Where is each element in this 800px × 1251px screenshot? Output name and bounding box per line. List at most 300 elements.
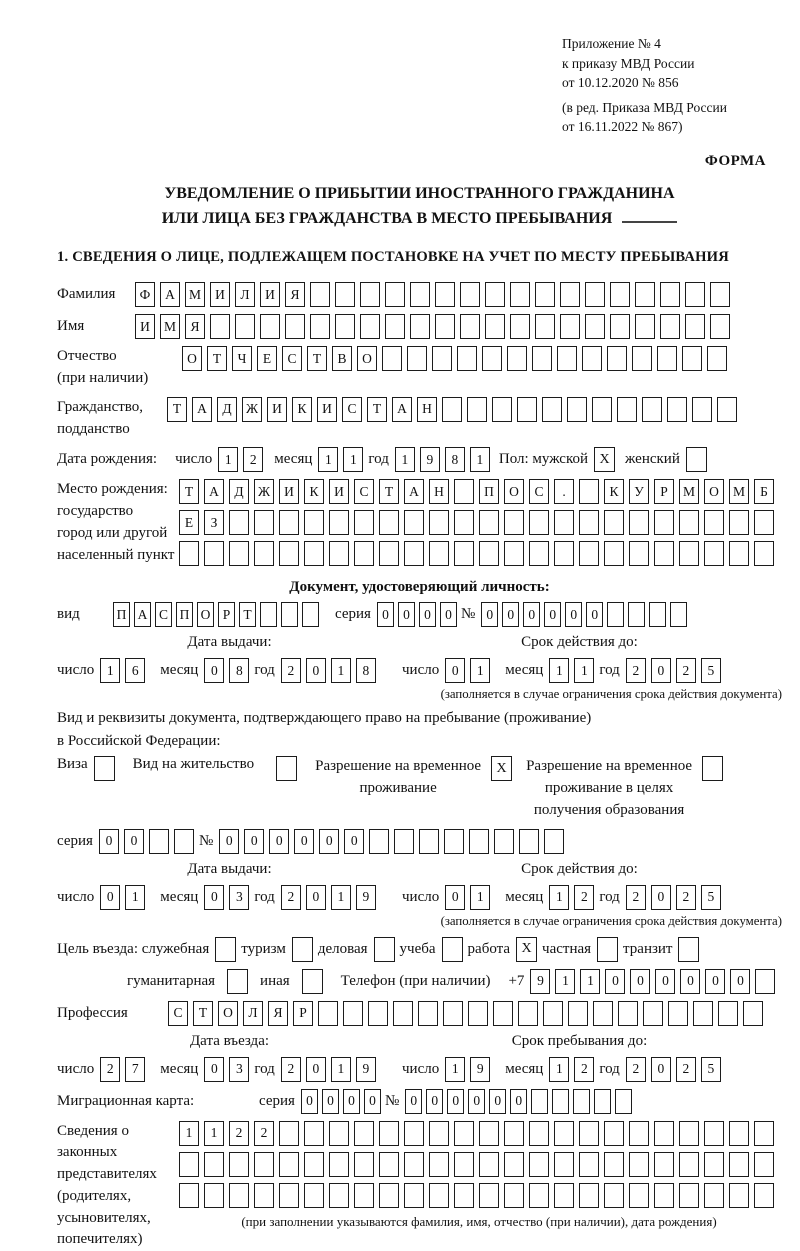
permit-number-cells-2[interactable]: 0 xyxy=(269,829,289,854)
representatives-row2-cells-7[interactable] xyxy=(354,1152,374,1177)
doc-number-cells-6[interactable] xyxy=(607,602,624,627)
patronymic-cells-17[interactable] xyxy=(607,346,627,371)
profession-cells-11[interactable] xyxy=(443,1001,463,1026)
representatives-row3-cells-23[interactable] xyxy=(754,1183,774,1208)
permit-valid-year-cells-2[interactable]: 2 xyxy=(676,885,696,910)
permit-valid-month-cells-0[interactable]: 1 xyxy=(549,885,569,910)
permit-issue-year-cells-3[interactable]: 9 xyxy=(356,885,376,910)
phone-cells-4[interactable]: 0 xyxy=(630,969,650,994)
doc-number-cells-5[interactable]: 0 xyxy=(586,602,603,627)
doc-type-cells-5[interactable]: Р xyxy=(218,602,235,627)
doc-valid-year-cells-0[interactable]: 2 xyxy=(626,658,646,683)
representatives-row3-cells-19[interactable] xyxy=(654,1183,674,1208)
profession-cells-1[interactable]: Т xyxy=(193,1001,213,1026)
representatives-row1-cells-6[interactable] xyxy=(329,1121,349,1146)
permit-number-cells-5[interactable]: 0 xyxy=(344,829,364,854)
doc-valid-day-cells-1[interactable]: 1 xyxy=(470,658,490,683)
birth-place-row1-cells-13[interactable]: О xyxy=(504,479,524,504)
profession-cells-10[interactable] xyxy=(418,1001,438,1026)
birth-place-row2-cells-6[interactable] xyxy=(329,510,349,535)
migration-card-number-cells-2[interactable]: 0 xyxy=(447,1089,464,1114)
birth-place-row3-cells-10[interactable] xyxy=(429,541,449,566)
citizenship-cells-15[interactable] xyxy=(542,397,562,422)
citizenship-cells-20[interactable] xyxy=(667,397,687,422)
purpose-transit-checkbox[interactable] xyxy=(678,937,699,962)
profession-cells-4[interactable]: Я xyxy=(268,1001,288,1026)
given-name-cells-13[interactable] xyxy=(460,314,480,339)
representatives-row1-cells-11[interactable] xyxy=(454,1121,474,1146)
representatives-row2-cells-17[interactable] xyxy=(604,1152,624,1177)
migration-card-series-cells-0[interactable]: 0 xyxy=(301,1089,318,1114)
patronymic-cells-19[interactable] xyxy=(657,346,677,371)
representatives-row1-cells-10[interactable] xyxy=(429,1121,449,1146)
birth-place-row1-cells-2[interactable]: Д xyxy=(229,479,249,504)
representatives-row3-cells-0[interactable] xyxy=(179,1183,199,1208)
doc-series-cells-0[interactable]: 0 xyxy=(377,602,394,627)
representatives-row1-cells-2[interactable]: 2 xyxy=(229,1121,249,1146)
surname-cells-21[interactable] xyxy=(660,282,680,307)
birth-place-row2-cells-17[interactable] xyxy=(604,510,624,535)
given-name-cells-11[interactable] xyxy=(410,314,430,339)
patronymic-cells-7[interactable]: О xyxy=(357,346,377,371)
representatives-row1-cells-0[interactable]: 1 xyxy=(179,1121,199,1146)
purpose-official-checkbox[interactable] xyxy=(215,937,236,962)
birth-place-row3-cells-12[interactable] xyxy=(479,541,499,566)
given-name-cells-18[interactable] xyxy=(585,314,605,339)
birth-place-row3-cells-16[interactable] xyxy=(579,541,599,566)
surname-cells-2[interactable]: М xyxy=(185,282,205,307)
entry-year-cells-2[interactable]: 1 xyxy=(331,1057,351,1082)
representatives-row2-cells-14[interactable] xyxy=(529,1152,549,1177)
representatives-row2-cells-18[interactable] xyxy=(629,1152,649,1177)
permit-issue-year-cells-2[interactable]: 1 xyxy=(331,885,351,910)
representatives-row3-cells-17[interactable] xyxy=(604,1183,624,1208)
surname-cells-20[interactable] xyxy=(635,282,655,307)
citizenship-cells-9[interactable]: А xyxy=(392,397,412,422)
citizenship-cells-18[interactable] xyxy=(617,397,637,422)
migration-card-number-cells-5[interactable]: 0 xyxy=(510,1089,527,1114)
doc-valid-year-cells-2[interactable]: 2 xyxy=(676,658,696,683)
birth-place-row3-cells-3[interactable] xyxy=(254,541,274,566)
migration-card-series-cells-2[interactable]: 0 xyxy=(343,1089,360,1114)
representatives-row3-cells-10[interactable] xyxy=(429,1183,449,1208)
surname-cells-18[interactable] xyxy=(585,282,605,307)
representatives-row1-cells-18[interactable] xyxy=(629,1121,649,1146)
stay-year-cells-1[interactable]: 0 xyxy=(651,1057,671,1082)
surname-cells-22[interactable] xyxy=(685,282,705,307)
citizenship-cells-1[interactable]: А xyxy=(192,397,212,422)
birth-place-row1-cells-6[interactable]: И xyxy=(329,479,349,504)
doc-type-cells-6[interactable]: Т xyxy=(239,602,256,627)
profession-cells-7[interactable] xyxy=(343,1001,363,1026)
given-name-cells-10[interactable] xyxy=(385,314,405,339)
birth-place-row2-cells-5[interactable] xyxy=(304,510,324,535)
representatives-row3-cells-3[interactable] xyxy=(254,1183,274,1208)
birth-place-row3-cells-2[interactable] xyxy=(229,541,249,566)
permit-number-cells-1[interactable]: 0 xyxy=(244,829,264,854)
birth-place-row1-cells-14[interactable]: С xyxy=(529,479,549,504)
patronymic-cells-11[interactable] xyxy=(457,346,477,371)
given-name-cells-20[interactable] xyxy=(635,314,655,339)
given-name-cells-15[interactable] xyxy=(510,314,530,339)
doc-type-cells-4[interactable]: О xyxy=(197,602,214,627)
migration-card-number-cells-10[interactable] xyxy=(615,1089,632,1114)
patronymic-cells-4[interactable]: С xyxy=(282,346,302,371)
given-name-cells-17[interactable] xyxy=(560,314,580,339)
permit-number-cells-7[interactable] xyxy=(394,829,414,854)
representatives-row1-cells-4[interactable] xyxy=(279,1121,299,1146)
profession-cells-22[interactable] xyxy=(718,1001,738,1026)
citizenship-cells-13[interactable] xyxy=(492,397,512,422)
patronymic-cells-0[interactable]: О xyxy=(182,346,202,371)
birth-place-row3-cells-19[interactable] xyxy=(654,541,674,566)
permit-series-cells-1[interactable]: 0 xyxy=(124,829,144,854)
patronymic-cells-13[interactable] xyxy=(507,346,527,371)
birth-place-row1-cells-4[interactable]: И xyxy=(279,479,299,504)
doc-type-cells-9[interactable] xyxy=(302,602,319,627)
profession-cells-17[interactable] xyxy=(593,1001,613,1026)
birth-year-cells-3[interactable]: 1 xyxy=(470,447,490,472)
surname-cells-8[interactable] xyxy=(335,282,355,307)
birth-place-row1-cells-19[interactable]: Р xyxy=(654,479,674,504)
doc-type-cells-7[interactable] xyxy=(260,602,277,627)
doc-issue-year-cells-2[interactable]: 1 xyxy=(331,658,351,683)
representatives-row2-cells-19[interactable] xyxy=(654,1152,674,1177)
profession-cells-8[interactable] xyxy=(368,1001,388,1026)
birth-place-row2-cells-9[interactable] xyxy=(404,510,424,535)
patronymic-cells-1[interactable]: Т xyxy=(207,346,227,371)
representatives-row1-cells-20[interactable] xyxy=(679,1121,699,1146)
permit-valid-year-cells-3[interactable]: 5 xyxy=(701,885,721,910)
patronymic-cells-20[interactable] xyxy=(682,346,702,371)
representatives-row3-cells-4[interactable] xyxy=(279,1183,299,1208)
stay-day-cells-0[interactable]: 1 xyxy=(445,1057,465,1082)
birth-place-row3-cells-7[interactable] xyxy=(354,541,374,566)
doc-number-cells-1[interactable]: 0 xyxy=(502,602,519,627)
birth-place-row1-cells-17[interactable]: К xyxy=(604,479,624,504)
migration-card-number-cells-1[interactable]: 0 xyxy=(426,1089,443,1114)
birth-place-row3-cells-20[interactable] xyxy=(679,541,699,566)
permit-valid-year-cells-0[interactable]: 2 xyxy=(626,885,646,910)
permit-number-cells-11[interactable] xyxy=(494,829,514,854)
birth-place-row1-cells-15[interactable]: . xyxy=(554,479,574,504)
doc-valid-year-cells-3[interactable]: 5 xyxy=(701,658,721,683)
representatives-row1-cells-14[interactable] xyxy=(529,1121,549,1146)
representatives-row1-cells-1[interactable]: 1 xyxy=(204,1121,224,1146)
visa-checkbox[interactable] xyxy=(94,756,115,781)
surname-cells-16[interactable] xyxy=(535,282,555,307)
patronymic-cells-18[interactable] xyxy=(632,346,652,371)
birth-place-row3-cells-1[interactable] xyxy=(204,541,224,566)
representatives-row2-cells-15[interactable] xyxy=(554,1152,574,1177)
phone-cells-0[interactable]: 9 xyxy=(530,969,550,994)
temp-residence-checkbox[interactable]: X xyxy=(491,756,512,781)
purpose-work-checkbox[interactable]: X xyxy=(516,937,537,962)
representatives-row1-cells-3[interactable]: 2 xyxy=(254,1121,274,1146)
doc-number-cells-7[interactable] xyxy=(628,602,645,627)
given-name-cells-22[interactable] xyxy=(685,314,705,339)
representatives-row2-cells-10[interactable] xyxy=(429,1152,449,1177)
representatives-row3-cells-15[interactable] xyxy=(554,1183,574,1208)
citizenship-cells-10[interactable]: Н xyxy=(417,397,437,422)
representatives-row1-cells-8[interactable] xyxy=(379,1121,399,1146)
citizenship-cells-22[interactable] xyxy=(717,397,737,422)
profession-cells-6[interactable] xyxy=(318,1001,338,1026)
birth-month-cells-1[interactable]: 1 xyxy=(343,447,363,472)
birth-place-row1-cells-0[interactable]: Т xyxy=(179,479,199,504)
birth-place-row3-cells-0[interactable] xyxy=(179,541,199,566)
given-name-cells-3[interactable] xyxy=(210,314,230,339)
representatives-row1-cells-5[interactable] xyxy=(304,1121,324,1146)
entry-month-cells-1[interactable]: 3 xyxy=(229,1057,249,1082)
permit-valid-day-cells-0[interactable]: 0 xyxy=(445,885,465,910)
birth-place-row2-cells-10[interactable] xyxy=(429,510,449,535)
doc-issue-day-cells-1[interactable]: 6 xyxy=(125,658,145,683)
citizenship-cells-14[interactable] xyxy=(517,397,537,422)
permit-issue-year-cells-0[interactable]: 2 xyxy=(281,885,301,910)
permit-series-cells-0[interactable]: 0 xyxy=(99,829,119,854)
representatives-row3-cells-14[interactable] xyxy=(529,1183,549,1208)
profession-cells-9[interactable] xyxy=(393,1001,413,1026)
birth-place-row2-cells-15[interactable] xyxy=(554,510,574,535)
birth-place-row2-cells-2[interactable] xyxy=(229,510,249,535)
given-name-cells-2[interactable]: Я xyxy=(185,314,205,339)
stay-year-cells-2[interactable]: 2 xyxy=(676,1057,696,1082)
permit-issue-year-cells-1[interactable]: 0 xyxy=(306,885,326,910)
migration-card-number-cells-6[interactable] xyxy=(531,1089,548,1114)
birth-place-row1-cells-18[interactable]: У xyxy=(629,479,649,504)
birth-place-row1-cells-5[interactable]: К xyxy=(304,479,324,504)
gender-male-checkbox[interactable]: X xyxy=(594,447,615,472)
permit-number-cells-9[interactable] xyxy=(444,829,464,854)
entry-month-cells-0[interactable]: 0 xyxy=(204,1057,224,1082)
representatives-row1-cells-23[interactable] xyxy=(754,1121,774,1146)
permit-series-cells-3[interactable] xyxy=(174,829,194,854)
permit-number-cells-0[interactable]: 0 xyxy=(219,829,239,854)
representatives-row3-cells-2[interactable] xyxy=(229,1183,249,1208)
doc-issue-month-cells-1[interactable]: 8 xyxy=(229,658,249,683)
birth-place-row3-cells-4[interactable] xyxy=(279,541,299,566)
doc-type-cells-1[interactable]: А xyxy=(134,602,151,627)
birth-place-row2-cells-7[interactable] xyxy=(354,510,374,535)
phone-cells-3[interactable]: 0 xyxy=(605,969,625,994)
birth-place-row2-cells-16[interactable] xyxy=(579,510,599,535)
doc-valid-year-cells-1[interactable]: 0 xyxy=(651,658,671,683)
representatives-row3-cells-22[interactable] xyxy=(729,1183,749,1208)
doc-series-cells-3[interactable]: 0 xyxy=(440,602,457,627)
birth-day-cells-1[interactable]: 2 xyxy=(243,447,263,472)
birth-place-row1-cells-11[interactable] xyxy=(454,479,474,504)
representatives-row1-cells-15[interactable] xyxy=(554,1121,574,1146)
patronymic-cells-14[interactable] xyxy=(532,346,552,371)
representatives-row2-cells-5[interactable] xyxy=(304,1152,324,1177)
birth-place-row1-cells-8[interactable]: Т xyxy=(379,479,399,504)
doc-number-cells-3[interactable]: 0 xyxy=(544,602,561,627)
permit-issue-month-cells-1[interactable]: 3 xyxy=(229,885,249,910)
representatives-row3-cells-16[interactable] xyxy=(579,1183,599,1208)
given-name-cells-6[interactable] xyxy=(285,314,305,339)
doc-valid-month-cells-1[interactable]: 1 xyxy=(574,658,594,683)
representatives-row2-cells-9[interactable] xyxy=(404,1152,424,1177)
entry-year-cells-0[interactable]: 2 xyxy=(281,1057,301,1082)
patronymic-cells-2[interactable]: Ч xyxy=(232,346,252,371)
migration-card-number-cells-7[interactable] xyxy=(552,1089,569,1114)
representatives-row3-cells-13[interactable] xyxy=(504,1183,524,1208)
profession-cells-15[interactable] xyxy=(543,1001,563,1026)
doc-series-cells-2[interactable]: 0 xyxy=(419,602,436,627)
representatives-row3-cells-9[interactable] xyxy=(404,1183,424,1208)
birth-place-row3-cells-23[interactable] xyxy=(754,541,774,566)
migration-card-series-cells-1[interactable]: 0 xyxy=(322,1089,339,1114)
citizenship-cells-8[interactable]: Т xyxy=(367,397,387,422)
doc-issue-day-cells-0[interactable]: 1 xyxy=(100,658,120,683)
permit-number-cells-13[interactable] xyxy=(544,829,564,854)
birth-place-row1-cells-23[interactable]: Б xyxy=(754,479,774,504)
phone-cells-1[interactable]: 1 xyxy=(555,969,575,994)
citizenship-cells-0[interactable]: Т xyxy=(167,397,187,422)
citizenship-cells-21[interactable] xyxy=(692,397,712,422)
citizenship-cells-3[interactable]: Ж xyxy=(242,397,262,422)
permit-number-cells-4[interactable]: 0 xyxy=(319,829,339,854)
representatives-row2-cells-4[interactable] xyxy=(279,1152,299,1177)
given-name-cells-5[interactable] xyxy=(260,314,280,339)
surname-cells-3[interactable]: И xyxy=(210,282,230,307)
given-name-cells-8[interactable] xyxy=(335,314,355,339)
patronymic-cells-16[interactable] xyxy=(582,346,602,371)
profession-cells-13[interactable] xyxy=(493,1001,513,1026)
birth-place-row3-cells-17[interactable] xyxy=(604,541,624,566)
birth-place-row2-cells-8[interactable] xyxy=(379,510,399,535)
birth-place-row3-cells-6[interactable] xyxy=(329,541,349,566)
profession-cells-20[interactable] xyxy=(668,1001,688,1026)
surname-cells-13[interactable] xyxy=(460,282,480,307)
phone-cells-7[interactable]: 0 xyxy=(705,969,725,994)
given-name-cells-16[interactable] xyxy=(535,314,555,339)
surname-cells-17[interactable] xyxy=(560,282,580,307)
profession-cells-14[interactable] xyxy=(518,1001,538,1026)
permit-issue-day-cells-1[interactable]: 1 xyxy=(125,885,145,910)
profession-cells-16[interactable] xyxy=(568,1001,588,1026)
birth-place-row2-cells-19[interactable] xyxy=(654,510,674,535)
representatives-row3-cells-18[interactable] xyxy=(629,1183,649,1208)
given-name-cells-14[interactable] xyxy=(485,314,505,339)
entry-year-cells-1[interactable]: 0 xyxy=(306,1057,326,1082)
birth-place-row3-cells-14[interactable] xyxy=(529,541,549,566)
representatives-row2-cells-11[interactable] xyxy=(454,1152,474,1177)
birth-place-row1-cells-7[interactable]: С xyxy=(354,479,374,504)
permit-number-cells-3[interactable]: 0 xyxy=(294,829,314,854)
citizenship-cells-7[interactable]: С xyxy=(342,397,362,422)
birth-place-row2-cells-0[interactable]: Е xyxy=(179,510,199,535)
citizenship-cells-5[interactable]: К xyxy=(292,397,312,422)
representatives-row2-cells-12[interactable] xyxy=(479,1152,499,1177)
stay-day-cells-1[interactable]: 9 xyxy=(470,1057,490,1082)
representatives-row3-cells-20[interactable] xyxy=(679,1183,699,1208)
citizenship-cells-11[interactable] xyxy=(442,397,462,422)
surname-cells-1[interactable]: А xyxy=(160,282,180,307)
birth-place-row3-cells-15[interactable] xyxy=(554,541,574,566)
representatives-row3-cells-5[interactable] xyxy=(304,1183,324,1208)
birth-place-row2-cells-23[interactable] xyxy=(754,510,774,535)
given-name-cells-4[interactable] xyxy=(235,314,255,339)
profession-cells-5[interactable]: Р xyxy=(293,1001,313,1026)
stay-month-cells-1[interactable]: 2 xyxy=(574,1057,594,1082)
representatives-row2-cells-2[interactable] xyxy=(229,1152,249,1177)
doc-issue-month-cells-0[interactable]: 0 xyxy=(204,658,224,683)
phone-cells-5[interactable]: 0 xyxy=(655,969,675,994)
surname-cells-23[interactable] xyxy=(710,282,730,307)
birth-place-row1-cells-10[interactable]: Н xyxy=(429,479,449,504)
profession-cells-23[interactable] xyxy=(743,1001,763,1026)
patronymic-cells-10[interactable] xyxy=(432,346,452,371)
profession-cells-2[interactable]: О xyxy=(218,1001,238,1026)
birth-year-cells-2[interactable]: 8 xyxy=(445,447,465,472)
representatives-row3-cells-11[interactable] xyxy=(454,1183,474,1208)
migration-card-number-cells-4[interactable]: 0 xyxy=(489,1089,506,1114)
representatives-row2-cells-8[interactable] xyxy=(379,1152,399,1177)
surname-cells-14[interactable] xyxy=(485,282,505,307)
profession-cells-0[interactable]: С xyxy=(168,1001,188,1026)
citizenship-cells-2[interactable]: Д xyxy=(217,397,237,422)
profession-cells-3[interactable]: Л xyxy=(243,1001,263,1026)
representatives-row2-cells-0[interactable] xyxy=(179,1152,199,1177)
surname-cells-15[interactable] xyxy=(510,282,530,307)
profession-cells-21[interactable] xyxy=(693,1001,713,1026)
permit-issue-day-cells-0[interactable]: 0 xyxy=(100,885,120,910)
birth-place-row2-cells-18[interactable] xyxy=(629,510,649,535)
given-name-cells-12[interactable] xyxy=(435,314,455,339)
representatives-row3-cells-1[interactable] xyxy=(204,1183,224,1208)
doc-issue-year-cells-0[interactable]: 2 xyxy=(281,658,301,683)
representatives-row1-cells-19[interactable] xyxy=(654,1121,674,1146)
birth-place-row3-cells-21[interactable] xyxy=(704,541,724,566)
migration-card-number-cells-3[interactable]: 0 xyxy=(468,1089,485,1114)
given-name-cells-23[interactable] xyxy=(710,314,730,339)
doc-valid-month-cells-0[interactable]: 1 xyxy=(549,658,569,683)
gender-female-checkbox[interactable] xyxy=(686,447,707,472)
permit-number-cells-10[interactable] xyxy=(469,829,489,854)
temp-residence-education-checkbox[interactable] xyxy=(702,756,723,781)
surname-cells-6[interactable]: Я xyxy=(285,282,305,307)
surname-cells-11[interactable] xyxy=(410,282,430,307)
birth-place-row1-cells-22[interactable]: М xyxy=(729,479,749,504)
permit-valid-day-cells-1[interactable]: 1 xyxy=(470,885,490,910)
citizenship-cells-12[interactable] xyxy=(467,397,487,422)
patronymic-cells-8[interactable] xyxy=(382,346,402,371)
birth-place-row1-cells-16[interactable] xyxy=(579,479,599,504)
permit-issue-month-cells-0[interactable]: 0 xyxy=(204,885,224,910)
birth-place-row3-cells-22[interactable] xyxy=(729,541,749,566)
surname-cells-12[interactable] xyxy=(435,282,455,307)
given-name-cells-1[interactable]: М xyxy=(160,314,180,339)
representatives-row3-cells-8[interactable] xyxy=(379,1183,399,1208)
representatives-row3-cells-7[interactable] xyxy=(354,1183,374,1208)
representatives-row2-cells-20[interactable] xyxy=(679,1152,699,1177)
phone-cells-8[interactable]: 0 xyxy=(730,969,750,994)
purpose-other-checkbox[interactable] xyxy=(302,969,323,994)
migration-card-series-cells-3[interactable]: 0 xyxy=(364,1089,381,1114)
profession-cells-12[interactable] xyxy=(468,1001,488,1026)
representatives-row1-cells-22[interactable] xyxy=(729,1121,749,1146)
birth-year-cells-1[interactable]: 9 xyxy=(420,447,440,472)
representatives-row1-cells-16[interactable] xyxy=(579,1121,599,1146)
birth-place-row1-cells-21[interactable]: О xyxy=(704,479,724,504)
given-name-cells-19[interactable] xyxy=(610,314,630,339)
citizenship-cells-19[interactable] xyxy=(642,397,662,422)
patronymic-cells-21[interactable] xyxy=(707,346,727,371)
representatives-row2-cells-1[interactable] xyxy=(204,1152,224,1177)
representatives-row3-cells-21[interactable] xyxy=(704,1183,724,1208)
